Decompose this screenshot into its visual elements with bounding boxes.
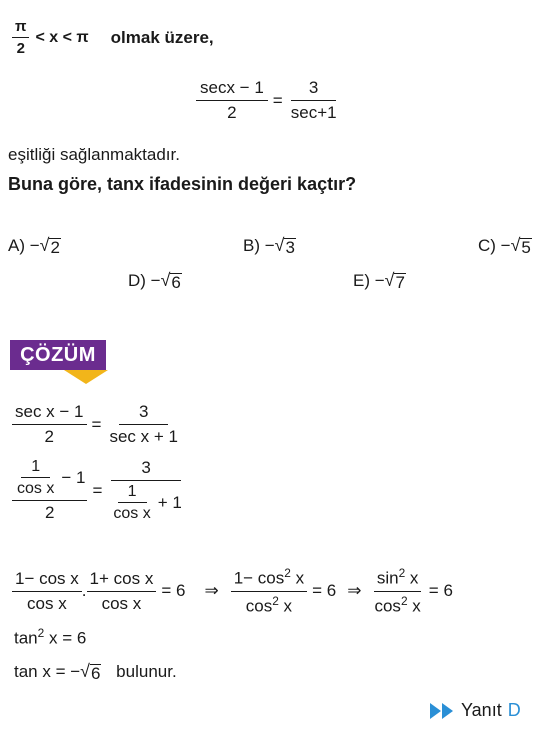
lhs-denominator: 2 [44, 427, 54, 446]
rhs-denominator: sec x + 1 [109, 427, 178, 446]
inner-numerator: 1 [118, 483, 147, 503]
radicand: 6 [90, 664, 101, 683]
rhs-complex-denominator [107, 481, 184, 523]
fraction-denominator: 2 [16, 40, 25, 57]
lhs-denominator: 2 [227, 103, 237, 122]
radicand: 5 [521, 238, 531, 257]
condition-line [12, 18, 214, 57]
rhs-denominator: sec+1 [290, 103, 337, 122]
answer-label: Yanıt [461, 700, 502, 720]
inner-denominator: cos x [17, 480, 55, 497]
tan-result-lhs: tan x = − [14, 662, 81, 681]
rhs-complex-fraction [107, 458, 184, 523]
lhs-fraction [12, 402, 87, 447]
lhs-denominator: 2 [44, 503, 55, 522]
fraction-2 [87, 569, 157, 614]
choice-b[interactable] [243, 236, 296, 257]
sqrt-symbol: √ 5 [510, 235, 531, 257]
lhs-numerator: sec x − 1 [12, 402, 87, 425]
solution-step-1 [12, 402, 181, 447]
answer-indicator [430, 700, 521, 721]
choice-d[interactable] [128, 271, 182, 292]
fraction-4-denominator: $\cos^2 x$ [374, 593, 421, 616]
sqrt-symbol: √ 6 [160, 270, 181, 292]
fraction-3-numerator: $1- \cos^2 x$ [231, 566, 307, 592]
choice-label: C) − [478, 236, 511, 255]
badge-tip-triangle [64, 370, 108, 384]
choice-e[interactable] [353, 271, 406, 292]
choice-a[interactable] [8, 236, 61, 257]
equals-sign: = [92, 480, 103, 500]
implies-arrow: ⇒ [347, 581, 362, 601]
rhs-numerator: 3 [291, 78, 336, 101]
implies-arrow: ⇒ [204, 581, 219, 601]
inner-denominator: cos x [113, 505, 151, 522]
pi-over-two-fraction [12, 18, 29, 57]
result-suffix: bulunur. [116, 662, 177, 681]
equals-six: = 6 [428, 581, 453, 601]
fraction-numerator: π [12, 18, 29, 38]
question-equation [196, 78, 340, 123]
fraction-3 [231, 566, 307, 616]
sqrt-symbol: √ 3 [274, 235, 295, 257]
lhs-numerator: secx − 1 [196, 78, 268, 101]
rhs-numerator: 3 [111, 458, 180, 481]
solution-step-3 [12, 566, 458, 616]
equals-sign: = [272, 90, 283, 110]
play-arrow-icon [430, 703, 441, 719]
equals-six: = 6 [312, 581, 337, 601]
minus-one: − 1 [61, 468, 86, 487]
radicand: 2 [50, 238, 60, 257]
answer-letter: D [507, 700, 521, 720]
sqrt-symbol: √ 7 [384, 270, 405, 292]
solution-step-2 [12, 458, 185, 523]
radicand: 3 [285, 238, 295, 257]
lhs-complex-fraction [12, 458, 87, 523]
choice-c[interactable] [478, 236, 532, 257]
solution-step-5 [14, 662, 177, 683]
solution-badge: ÇÖZÜM [10, 340, 106, 370]
rhs-fraction [288, 78, 340, 123]
inner-numerator: 1 [21, 458, 50, 478]
fraction-1-denominator: cos x [27, 593, 67, 613]
radicand: 7 [395, 273, 405, 292]
question-statement: eşitliği sağlanmaktadır. [8, 145, 180, 164]
fraction-2-denominator: cos x [101, 593, 142, 613]
equals-six: = 6 [161, 581, 186, 601]
play-arrow-icon [442, 703, 453, 719]
choice-label: E) − [353, 271, 385, 290]
rhs-fraction [106, 402, 181, 447]
fraction-1-numerator: 1− cos x [12, 569, 82, 592]
fraction-4-numerator: $\sin^2 x$ [374, 566, 422, 592]
inequality-text: < x < π [35, 28, 89, 46]
inner-fraction [14, 458, 57, 498]
equals-sign: = [91, 414, 102, 434]
multiply-dot: . [81, 581, 87, 601]
lhs-complex-numerator [12, 458, 87, 501]
fraction-2-numerator: 1+ cos x [87, 569, 157, 592]
fraction-1 [12, 569, 82, 614]
sqrt-symbol: √ 6 [80, 661, 101, 683]
rhs-numerator: 3 [119, 402, 168, 425]
question-prompt: Buna göre, tanx ifadesinin değeri kaçtır? [8, 174, 357, 194]
condition-suffix: olmak üzere, [110, 27, 214, 47]
sqrt-symbol: √ 2 [39, 235, 60, 257]
fraction-3-denominator: $\cos^2 x$ [245, 593, 293, 616]
lhs-fraction [196, 78, 268, 123]
inner-fraction [110, 483, 153, 523]
choice-label: B) − [243, 236, 275, 255]
radicand: 6 [171, 273, 181, 292]
fraction-4 [371, 566, 423, 616]
plus-one: + 1 [157, 493, 182, 512]
choice-label: A) − [8, 236, 40, 255]
solution-step-4: $\tan^2 x = 6$ [14, 626, 87, 648]
choice-label: D) − [128, 271, 161, 290]
